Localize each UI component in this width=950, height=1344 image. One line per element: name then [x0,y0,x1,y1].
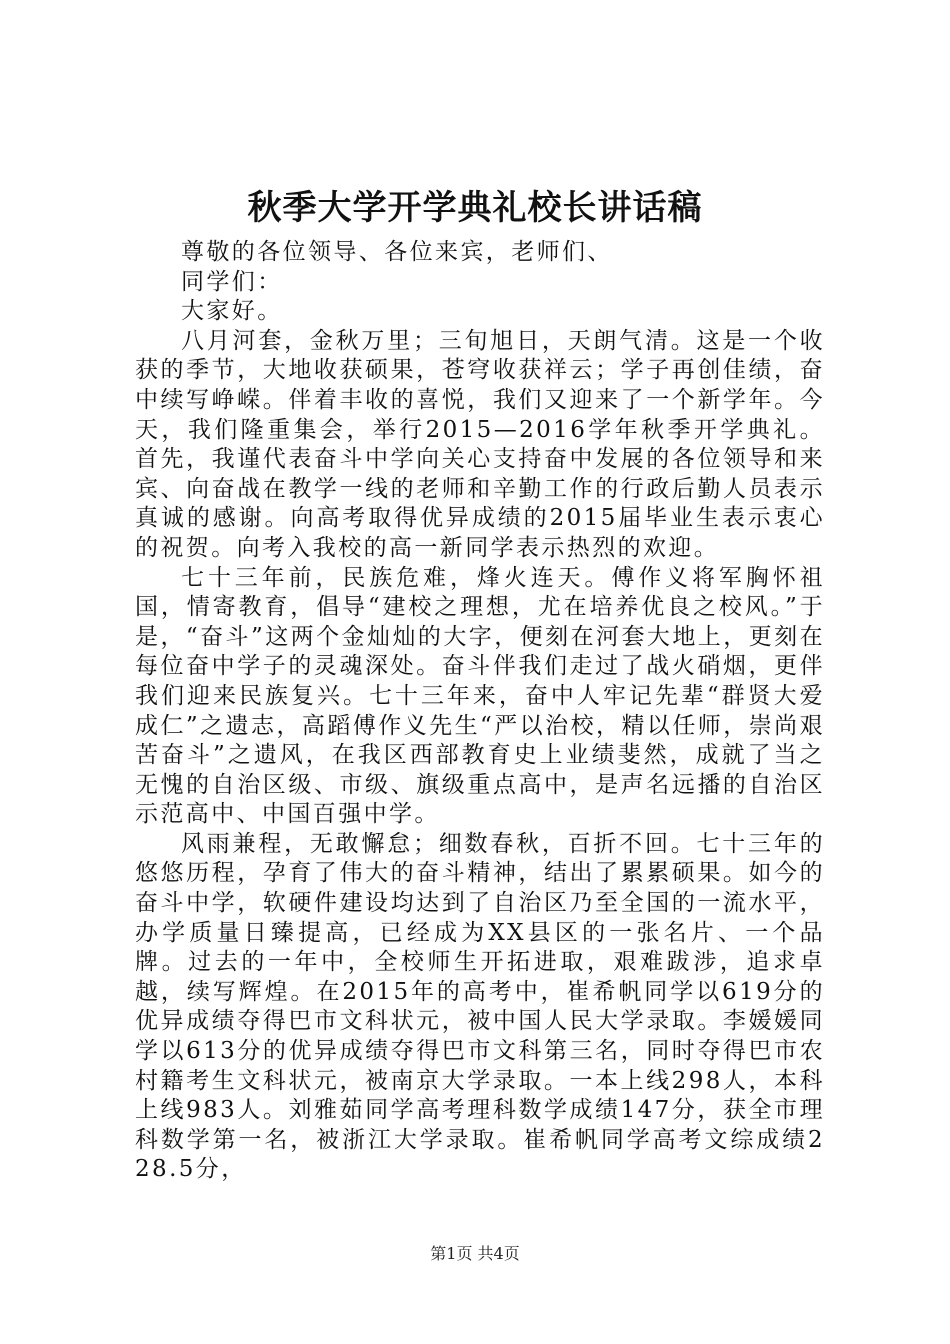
paragraph-history: 七十三年前，民族危难，烽火连天。傅作义将军胸怀祖国，情寄教育，倡导“建校之理想，尤在培养优良之校风。”于是，“奋斗”这两个金灿灿的大字，便刻在河套大地上，更刻在每位奋中学子的灵魂深处。奋斗伴我们走过了战火硝烟，更伴我们迎来民族复兴。七十三年来，奋中人牢记先辈“群贤大爱成仁”之遗志，高蹈傅作义先生“严以治校，精以任师，崇尚艰苦奋斗”之遗风，在我区西部教育史上业绩斐然，成就了当之无愧的自治区级、市级、旗级重点高中，是声名远播的自治区示范高中、中国百强中学。 [135,564,825,828]
paragraph-achievements: 风雨兼程，无敢懈怠；细数春秋，百折不回。七十三年的悠悠历程，孕育了伟大的奋斗精神，结出了累累硕果。如今的奋斗中学，软硬件建设均达到了自治区乃至全国的一流水平，办学质量日臻提高，已经成为XX县区的一张名片、一个品牌。过去的一年中，全校师生开拓进取，艰难跋涉，追求卓越，续写辉煌。在2015年的高考中，崔希帆同学以619分的优异成绩夺得巴市文科状元，被中国人民大学录取。李媛媛同学以613分的优异成绩夺得巴市文科第三名，同时夺得巴市农村籍考生文科状元，被南京大学录取。一本上线298人，本科上线983人。刘雅茹同学高考理科数学成绩147分，获全市理科数学第一名，被浙江大学录取。崔希帆同学高考文综成绩228.5分， [135,830,825,1183]
page-footer: 第1页 共4页 [430,1244,520,1263]
salutation-line-2: 同学们： [181,268,283,295]
salutation-line-1: 尊敬的各位领导、各位来宾，老师们、 [181,239,613,265]
paragraph-opening: 八月河套，金秋万里；三旬旭日，天朗气清。这是一个收获的季节，大地收获硕果，苍穹收获祥云；学子再创佳绩，奋中续写峥嵘。伴着丰收的喜悦，我们又迎来了一个新学年。今天，我们隆重集会，举行2015—2016学年秋季开学典礼。首先，我谨代表奋斗中学向关心支持奋中发展的各位领导和来宾、向奋战在教学一线的老师和辛勤工作的行政后勤人员表示真诚的感谢。向高考取得优异成绩的2015届毕业生表示衷心的祝贺。向考入我校的高一新同学表示热烈的欢迎。 [135,327,825,561]
greeting: 大家好。 [181,298,283,325]
document-body [135,238,825,1185]
document-title: 秋季大学开学典礼校长讲话稿 [247,188,703,228]
